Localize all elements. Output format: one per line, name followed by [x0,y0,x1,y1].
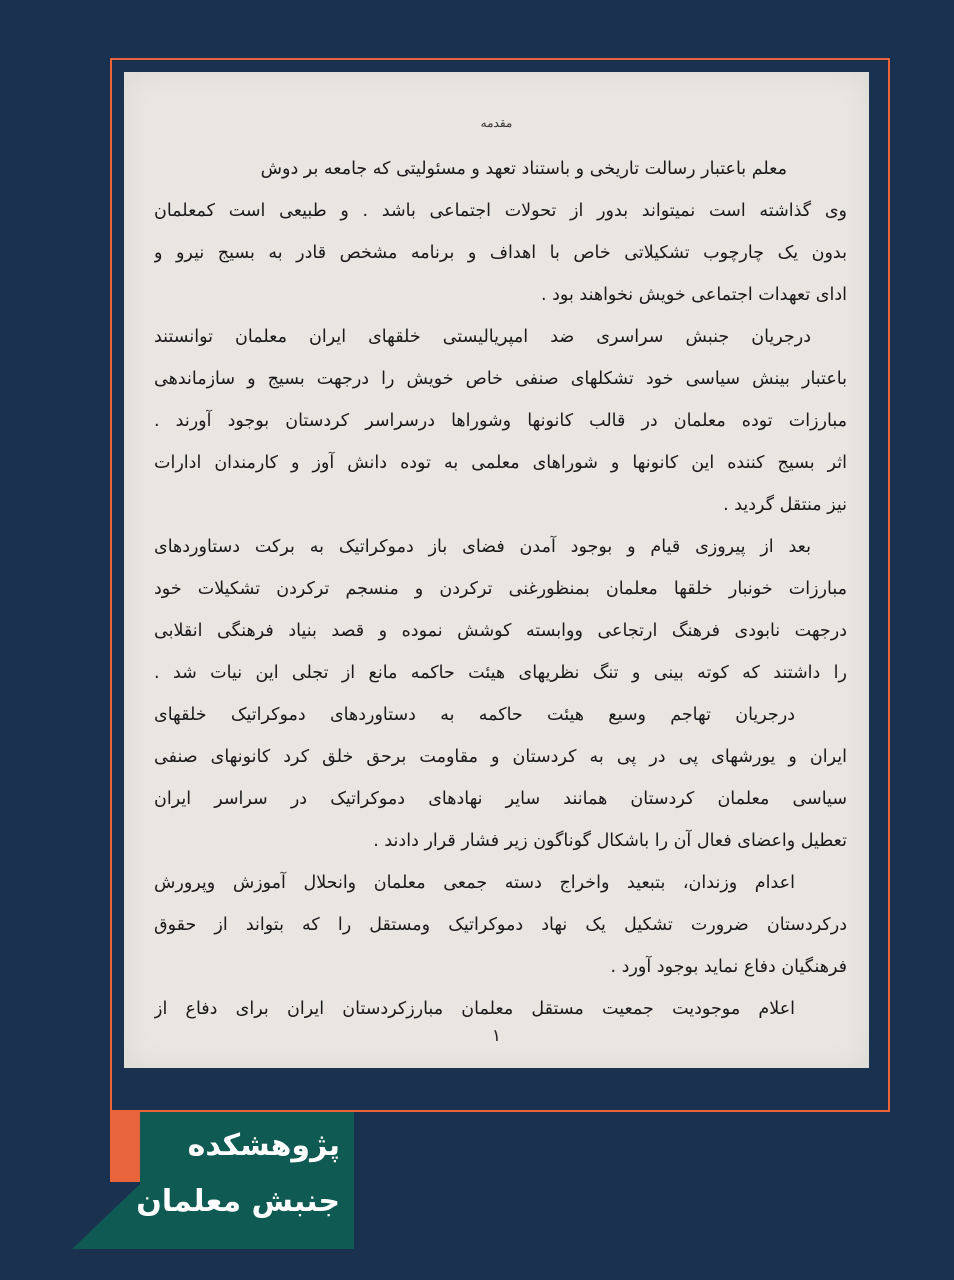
text-line: فرهنگیان دفاع نماید بوجود آورد . [610,957,847,977]
brand-subtitle: جنبش معلمان [136,1184,340,1219]
text-line: درجریان جنبش سراسری ضد امپریالیستی خلقهای ایران معلمان توانستند [154,327,811,347]
text-line: اثر بسیج کننده این کانونها و شوراهای معلمی به توده دانش آوز و کارمندان ادارات [154,453,847,473]
text-line: اعلام موجودیت جمعیت مستقل معلمان مبارزکردستان ایران برای دفاع از [154,999,795,1019]
text-line: اعدام وزندان، بتبعید واخراج دسته جمعی معلمان وانحلال آموزش وپرورش [154,873,795,893]
text-line: مبارزات خونبار خلقها معلمان بمنظورغنی ترکردن و منسجم ترکردن تشکیلات خود [154,579,847,599]
brand-title: پژوهشکده [187,1128,340,1163]
text-line: تعطیل واعضای فعال آن را باشکال گوناگون زیر فشار قرار دادند . [373,831,847,851]
text-line: درکردستان ضرورت تشکیل یک نهاد دموکراتیک ومستقل را که بتواند از حقوق [154,915,847,935]
text-line: را داشتند که کوته بینی و تنگ نظریهای هیئت حاکمه مانع از تجلی این نیات شد . [154,663,847,683]
text-line: ایران و یورشهای پی در پی به کردستان و مقاومت برحق خلق کرد کانونهای صنفی [154,747,847,767]
text-line: سیاسی معلمان کردستان همانند سایر نهادهای دموکراتیک در سراسر ایران [154,789,847,809]
text-line: بدون یک چارچوب تشکیلاتی خاص با اهداف و برنامه مشخص قادر به بسیج نیرو و [154,243,847,263]
page-number: ۱ [491,1026,502,1046]
brand-logo [72,1112,354,1249]
text-line: وی گذاشته است نمیتواند بدور از تحولات اجتماعی باشد . و طبیعی است کمعلمان [154,201,847,221]
text-line: مبارزات توده معلمان در قالب کانونها وشوراها درسراسر کردستان بوجود آورند . [154,411,847,431]
text-line: نیز منتقل گردید . [723,495,847,515]
text-line: باعتبار بینش سیاسی خود تشکلهای صنفی خاص خویش را درجهت بسیج و سازماندهی [154,369,847,389]
document-page [124,72,869,1068]
text-line: درجریان تهاجم وسیع هیئت حاکمه به دستاوردهای دموکراتیک خلقهای [154,705,795,725]
text-line: معلم باعتبار رسالت تاریخی و باستناد تعهد و مسئولیتی که جامعه بر دوش [260,159,787,179]
page-title: مقدمه [480,116,513,130]
text-line: ادای تعهدات اجتماعی خویش نخواهند بود . [540,285,847,305]
document-text [154,148,847,1030]
brand-orange-bar [110,1112,140,1182]
text-line: بعد از پیروزی قیام و بوجود آمدن فضای باز دموکراتیک به برکت دستاوردهای [154,537,811,557]
text-line: درجهت نابودی فرهنگ ارتجاعی ووابسته کوشش نموده و قصد بنیاد فرهنگی انقلابی [154,621,847,641]
